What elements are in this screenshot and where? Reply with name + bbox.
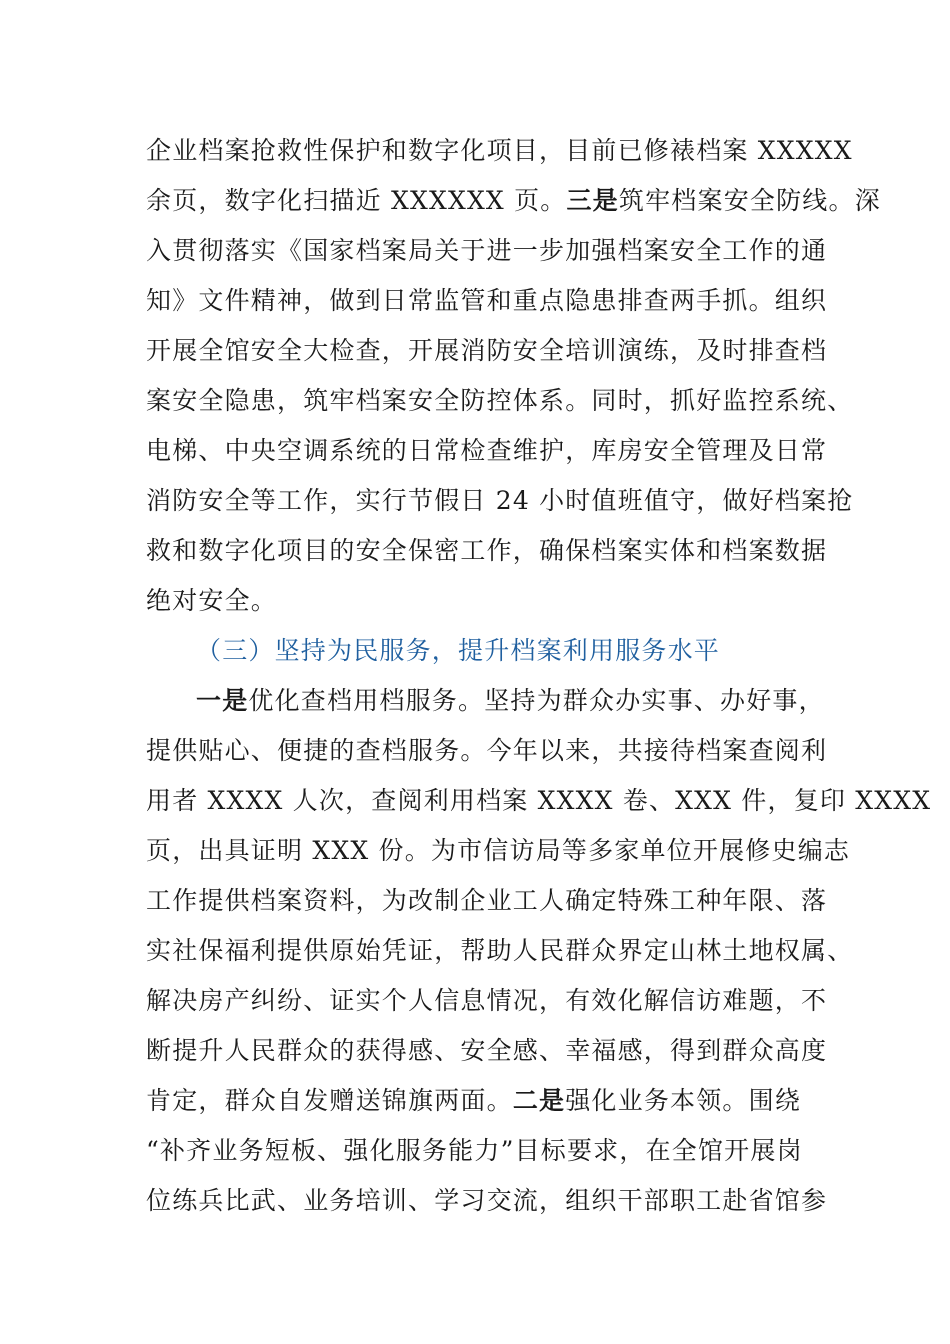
text-line [146,576,806,626]
text-line [146,226,828,276]
text-segment: 工作提供档案资料，为改制企业工人确定特殊工种年限、落 [146,886,828,915]
text-segment: 页，出具证明 XXX 份。为市信访局等多家单位开展修史编志 [146,836,851,865]
text-segment: 开展全馆安全大检查，开展消防安全培训演练，及时排查档 [146,336,828,365]
text-segment: 绝对安全。 [146,586,278,615]
text-line [146,426,828,476]
text-segment: 知》文件精神，做到日常监管和重点隐患排查两手抓。组织 [146,286,828,315]
text-line [146,1176,828,1226]
text-line [146,1076,806,1126]
text-segment: 入贯彻落实《国家档案局关于进一步加强档案安全工作的通 [146,236,828,265]
text-line [146,376,854,426]
text-line [146,676,825,726]
text-segment: 余页，数字化扫描近 XXXXXX 页。 [146,186,567,215]
text-segment: 筑牢档案安全防线。深 [618,186,881,215]
text-line [146,476,854,526]
text-line [146,926,854,976]
bold-lead: 三是 [566,186,619,215]
text-segment: 电梯、中央空调系统的日常检查维护，库房安全管理及日常 [146,436,828,465]
text-segment: 用者 XXXX 人次，查阅利用档案 XXXX 卷、XXX 件，复印 XXXX [146,786,932,815]
text-segment: 消防安全等工作，实行节假日 24 小时值班值守，做好档案抢 [146,486,854,515]
text-line [146,126,853,176]
bold-lead: 二是 [512,1086,566,1115]
text-segment: 救和数字化项目的安全保密工作，确保档案实体和档案数据 [146,536,828,565]
bold-lead: 一是 [196,686,249,715]
text-line [146,1126,806,1176]
document-body [146,126,932,1226]
text-segment: 案安全隐患，筑牢档案安全防控体系。同时，抓好监控系统、 [146,386,854,415]
text-segment: 解决房产纠纷、证实个人信息情况，有效化解信访难题，不 [146,986,828,1015]
text-line [146,726,828,776]
text-segment: 优化查档用档服务。坚持为群众办实事、办好事， [248,686,825,715]
text-segment: 企业档案抢救性保护和数字化项目，目前已修裱档案 XXXXX [146,136,853,165]
text-line [146,776,932,826]
text-line [146,826,851,876]
text-segment: 提供贴心、便捷的查档服务。今年以来，共接待档案查阅利 [146,736,828,765]
text-segment: 位练兵比武、业务培训、学习交流，组织干部职工赴省馆参 [146,1186,828,1215]
text-line [146,326,828,376]
text-line [146,176,881,226]
text-segment: 强化业务本领。围绕 [565,1086,802,1115]
text-segment: 肯定，群众自发赠送锦旗两面。 [146,1086,513,1115]
text-line [146,976,828,1026]
text-line [146,1026,828,1076]
text-segment: “补齐业务短板、强化服务能力”目标要求，在全馆开展岗 [146,1136,803,1165]
section-heading: （三）坚持为民服务，提升档案利用服务水平 [196,636,721,665]
text-line [146,526,828,576]
text-line [146,876,828,926]
text-segment: 断提升人民群众的获得感、安全感、幸福感，得到群众高度 [146,1036,828,1065]
text-segment: 实社保福利提供原始凭证，帮助人民群众界定山林土地权属、 [146,936,854,965]
text-line [146,276,828,326]
